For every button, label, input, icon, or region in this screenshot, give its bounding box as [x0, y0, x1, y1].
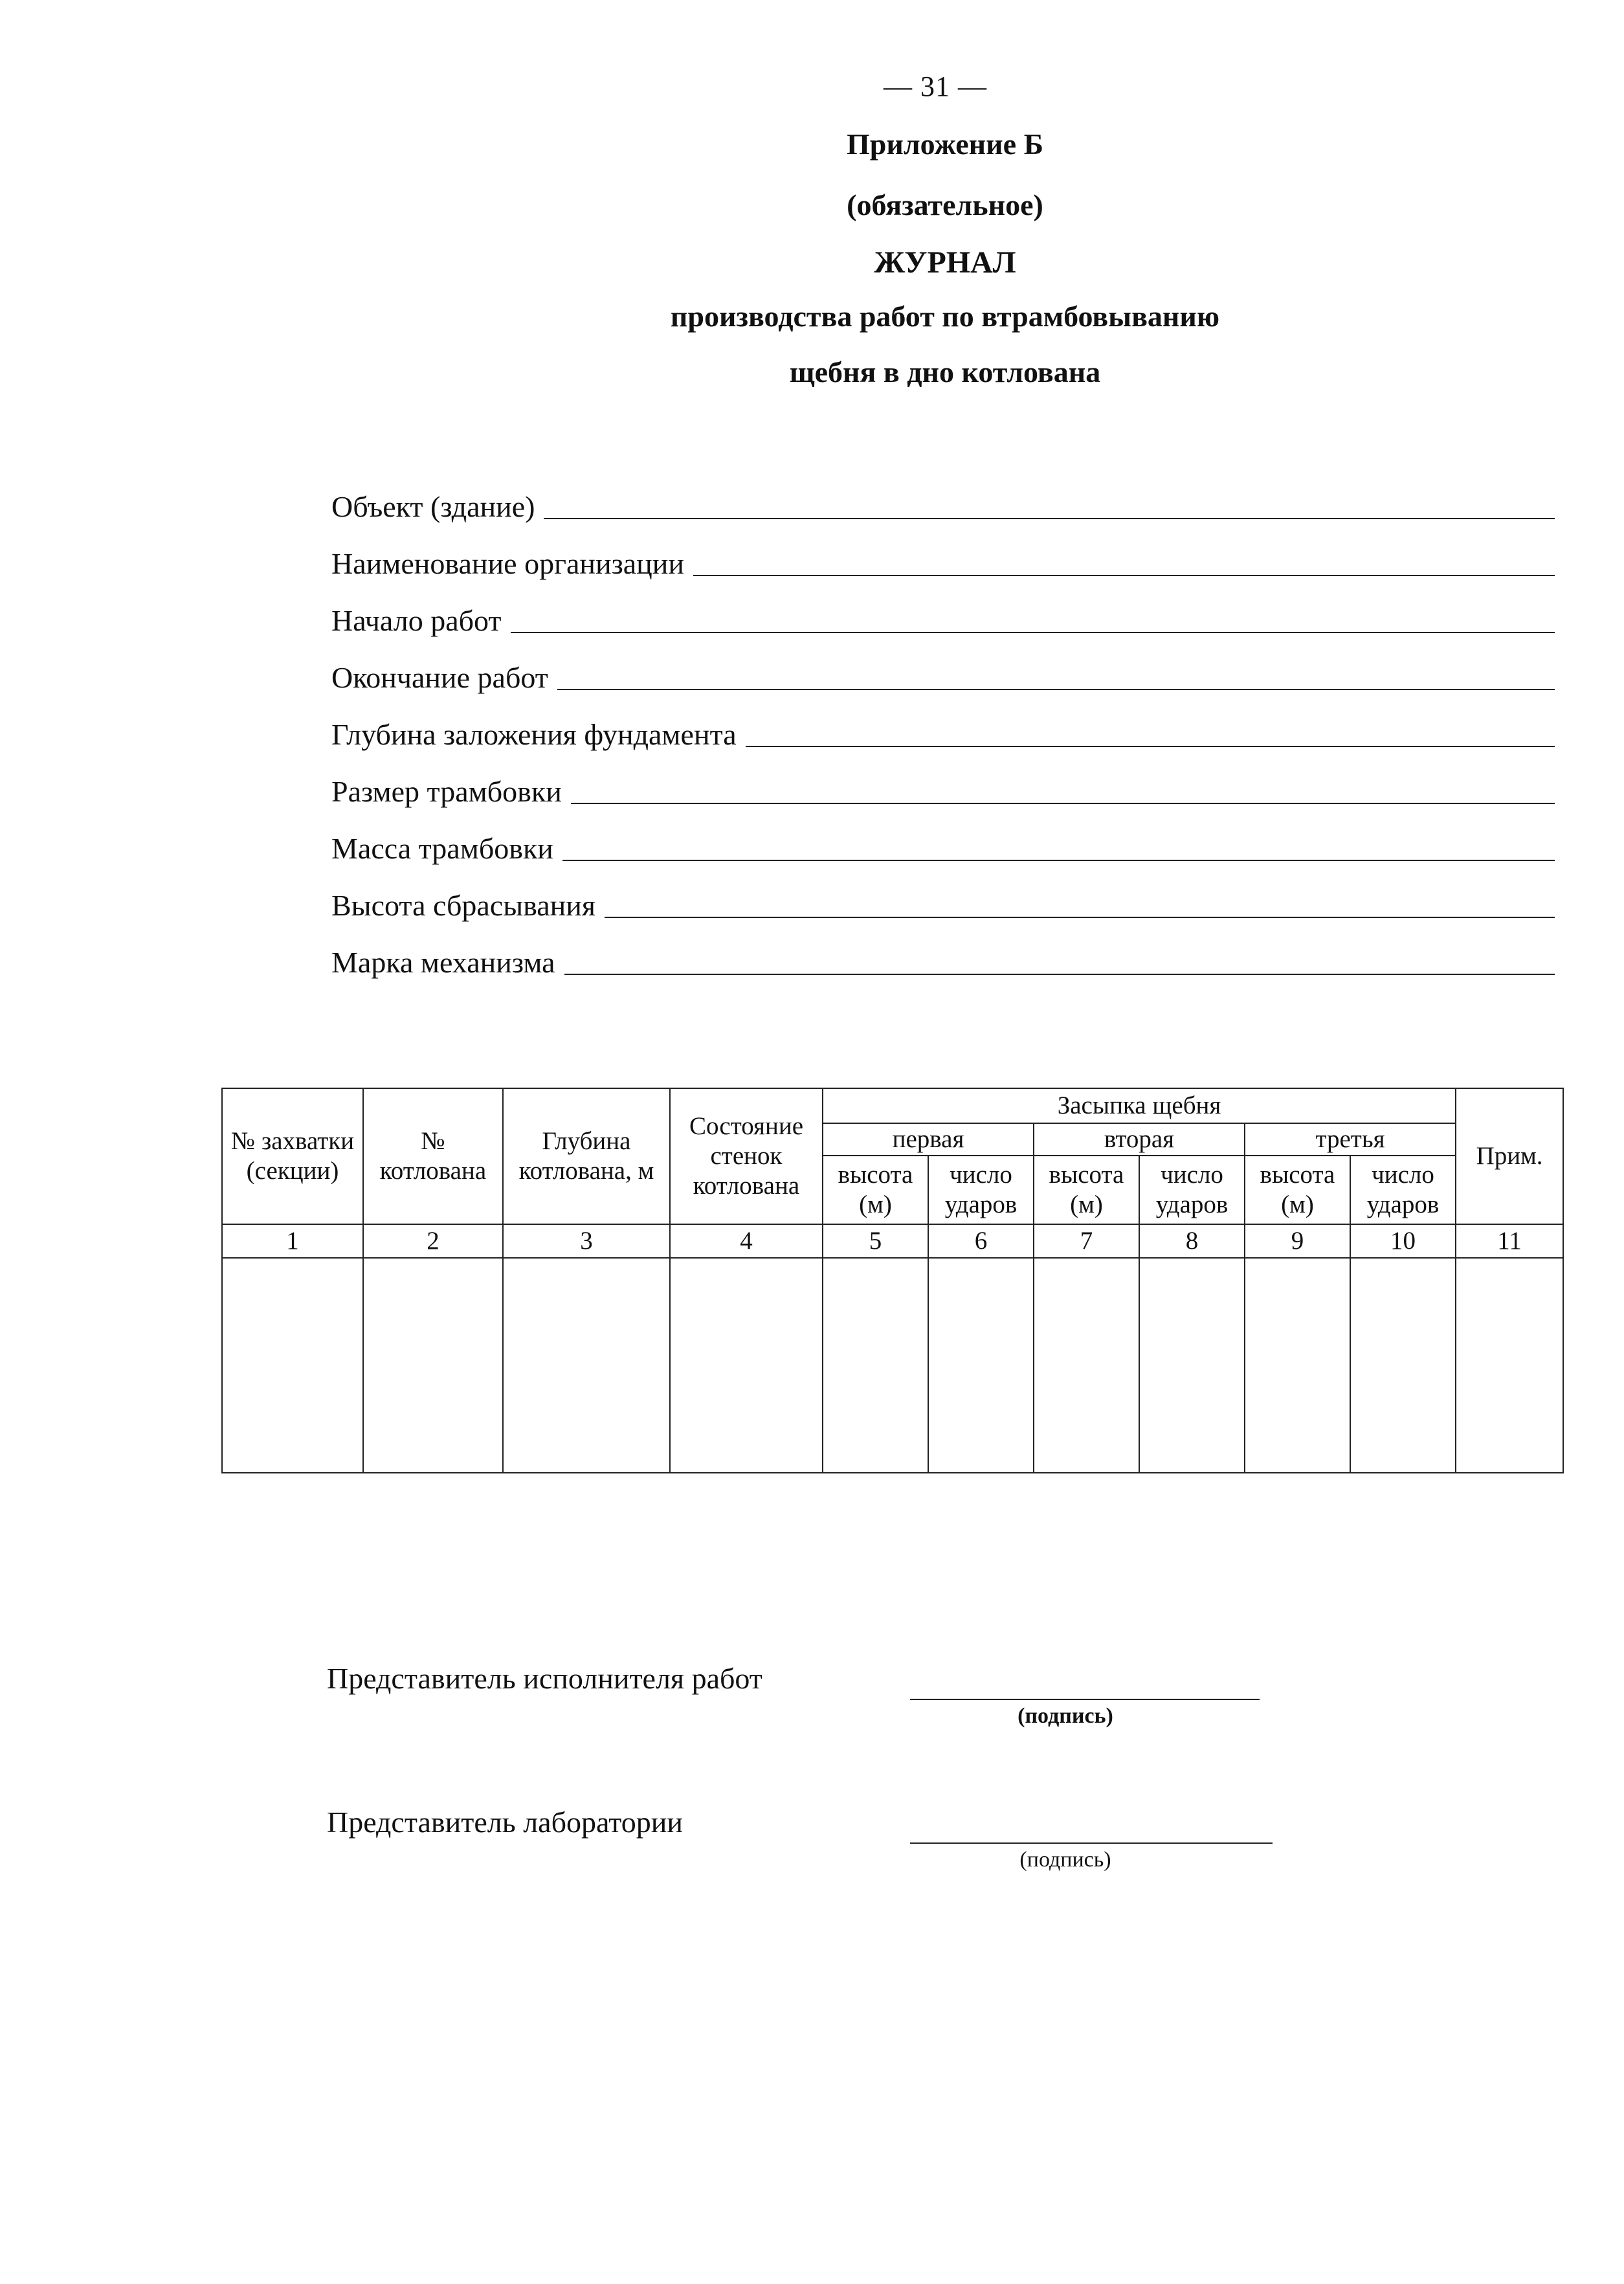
appendix-status: (обязательное): [847, 188, 1043, 221]
page-number: — 31 —: [884, 71, 987, 102]
field-label: Размер трамбовки: [331, 775, 562, 808]
table-cell[interactable]: [1139, 1258, 1245, 1473]
field-organization[interactable]: [331, 522, 1555, 579]
field-start-date[interactable]: [331, 579, 1555, 636]
fill-line[interactable]: [564, 974, 1555, 975]
column-number: 2: [363, 1224, 503, 1258]
table-cell[interactable]: [1245, 1258, 1350, 1473]
field-foundation-depth[interactable]: [331, 693, 1555, 750]
appendix-title: Приложение Б: [846, 128, 1044, 161]
fill-line[interactable]: [746, 746, 1555, 747]
header-wall-condition: Состояние стенок котлована: [670, 1088, 823, 1224]
field-label: Высота сбрасывания: [331, 889, 596, 922]
field-label: Глубина заложения фундамента: [331, 718, 737, 751]
table-row: [222, 1258, 1563, 1473]
field-label: Окончание работ: [331, 661, 548, 694]
journal-table: [221, 1088, 1564, 1473]
header-third-backfill: третья: [1245, 1123, 1456, 1156]
fill-line[interactable]: [605, 917, 1555, 918]
header-first-backfill: первая: [823, 1123, 1034, 1156]
header-height: высота (м): [823, 1156, 928, 1224]
journal-subtitle-line1: производства работ по втрамбовыванию: [670, 300, 1220, 333]
table-cell[interactable]: [670, 1258, 823, 1473]
header-section-no: № захватки (секции): [222, 1088, 363, 1224]
form-fields: [331, 465, 1555, 978]
fill-line[interactable]: [511, 632, 1555, 633]
field-tamper-size[interactable]: [331, 750, 1555, 807]
journal-subtitle-line2: щебня в дно котлована: [789, 355, 1101, 388]
fill-line[interactable]: [571, 803, 1555, 804]
column-number: 7: [1034, 1224, 1139, 1258]
field-object[interactable]: [331, 465, 1555, 522]
column-number: 9: [1245, 1224, 1350, 1258]
column-numbers-row: [222, 1224, 1563, 1258]
column-number: 1: [222, 1224, 363, 1258]
header-height: высота (м): [1034, 1156, 1139, 1224]
signature-caption: (подпись): [1019, 1848, 1111, 1872]
field-label: Марка механизма: [331, 946, 555, 979]
table-cell[interactable]: [363, 1258, 503, 1473]
field-end-date[interactable]: [331, 636, 1555, 693]
signature-line[interactable]: [910, 1842, 1273, 1844]
table-cell[interactable]: [503, 1258, 670, 1473]
column-number: 5: [823, 1224, 928, 1258]
field-tamper-mass[interactable]: [331, 807, 1555, 864]
column-number: 11: [1456, 1224, 1563, 1258]
field-drop-height[interactable]: [331, 864, 1555, 921]
header-blows: число ударов: [928, 1156, 1034, 1224]
table-cell[interactable]: [823, 1258, 928, 1473]
header-pit-no: № котлована: [363, 1088, 503, 1224]
column-number: 8: [1139, 1224, 1245, 1258]
field-label: Начало работ: [331, 604, 502, 637]
fill-line[interactable]: [544, 518, 1555, 519]
field-label: Объект (здание): [331, 490, 535, 523]
table-cell[interactable]: [1350, 1258, 1456, 1473]
signature-line[interactable]: [910, 1699, 1260, 1700]
fill-line[interactable]: [693, 575, 1555, 576]
header-note: Прим.: [1456, 1088, 1563, 1224]
table-cell[interactable]: [928, 1258, 1034, 1473]
table-cell[interactable]: [222, 1258, 363, 1473]
header-blows: число ударов: [1350, 1156, 1456, 1224]
header-pit-depth: Глубина котлована, м: [503, 1088, 670, 1224]
field-machine-brand[interactable]: [331, 921, 1555, 978]
column-number: 3: [503, 1224, 670, 1258]
field-label: Наименование организации: [331, 547, 685, 580]
field-label: Масса трамбовки: [331, 832, 553, 865]
journal-title: ЖУРНАЛ: [874, 245, 1016, 280]
header-height: высота (м): [1245, 1156, 1350, 1224]
fill-line[interactable]: [557, 689, 1555, 690]
header-gravel-backfill: Засыпка щебня: [823, 1088, 1456, 1123]
header-blows: число ударов: [1139, 1156, 1245, 1224]
signature-label: Представитель лаборатории: [327, 1806, 683, 1839]
column-number: 4: [670, 1224, 823, 1258]
column-number: 10: [1350, 1224, 1456, 1258]
signature-caption: (подпись): [1018, 1704, 1113, 1728]
column-number: 6: [928, 1224, 1034, 1258]
header-second-backfill: вторая: [1034, 1123, 1245, 1156]
table-cell[interactable]: [1034, 1258, 1139, 1473]
table-cell[interactable]: [1456, 1258, 1563, 1473]
fill-line[interactable]: [562, 860, 1555, 861]
signature-label: Представитель исполнителя работ: [327, 1662, 762, 1695]
